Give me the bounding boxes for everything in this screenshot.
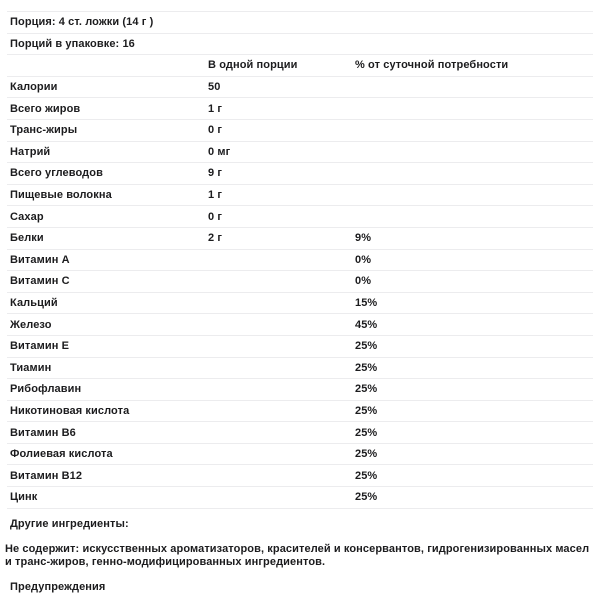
table-row: [7, 98, 593, 120]
nutrient-amount: 1 г: [208, 102, 223, 115]
nutrient-dv: 15%: [355, 297, 378, 310]
serving-size-row: [7, 12, 593, 34]
nutrient-dv: 0%: [355, 253, 372, 266]
nutrient-label: Железо: [10, 318, 52, 331]
nutrient-label: Никотиновая кислота: [10, 404, 130, 417]
nutrient-label: Транс-жиры: [10, 124, 78, 137]
table-row: [7, 271, 593, 293]
table-row: [7, 422, 593, 444]
nutrient-label: Цинк: [10, 491, 38, 504]
nutrient-dv: 25%: [355, 361, 378, 374]
nutrient-label: Витамин A: [10, 253, 70, 266]
table-row: [7, 487, 593, 509]
other-ingredients-label: Другие ингредиенты:: [10, 517, 129, 530]
table-row: [7, 465, 593, 487]
nutrient-dv: 25%: [355, 448, 378, 461]
nutrient-label: Фолиевая кислота: [10, 448, 113, 461]
nutrient-amount: 50: [208, 81, 221, 94]
amount-column-header: В одной порции: [208, 59, 298, 72]
nutrient-label: Калории: [10, 81, 58, 94]
table-row: [7, 77, 593, 99]
nutrient-amount: 2 г: [208, 232, 223, 245]
table-row: [7, 358, 593, 380]
nutrient-label: Всего углеводов: [10, 167, 103, 180]
nutrient-dv: 25%: [355, 383, 378, 396]
nutrient-label: Витамин B6: [10, 426, 76, 439]
servings-per-container-text: Порций в упаковке: 16: [10, 37, 135, 50]
nutrient-amount: 0 г: [208, 124, 223, 137]
table-row: [7, 206, 593, 228]
nutrient-amount: 0 г: [208, 210, 223, 223]
nutrient-amount: 0 мг: [208, 145, 231, 158]
table-row: [7, 163, 593, 185]
column-header-row: [7, 55, 593, 77]
nutrient-dv: 45%: [355, 318, 378, 331]
nutrient-label: Витамин E: [10, 340, 70, 353]
nutrient-label: Тиамин: [10, 361, 52, 374]
nutrient-amount: 1 г: [208, 189, 223, 202]
nutrient-label: Натрий: [10, 145, 51, 158]
nutrient-rows: [7, 77, 593, 509]
nutrient-label: Всего жиров: [10, 102, 81, 115]
servings-per-container-row: [7, 34, 593, 56]
nutrient-dv: 25%: [355, 340, 378, 353]
nutrient-label: Витамин C: [10, 275, 70, 288]
table-row: [7, 401, 593, 423]
nutrient-label: Сахар: [10, 210, 44, 223]
table-row: [7, 293, 593, 315]
table-row: [7, 444, 593, 466]
nutrient-label: Белки: [10, 232, 44, 245]
nutrient-label: Кальций: [10, 297, 58, 310]
nutrient-label: Рибофлавин: [10, 383, 82, 396]
nutrient-amount: 9 г: [208, 167, 223, 180]
table-row: [7, 314, 593, 336]
table-row: [7, 379, 593, 401]
dv-column-header: % от суточной потребности: [355, 59, 509, 72]
nutrient-label: Витамин B12: [10, 469, 83, 482]
nutrition-facts-panel: [0, 11, 600, 593]
table-row: [7, 250, 593, 272]
disclaimer-text: Не содержит: искусственных ароматизаторов, красителей и консервантов, гидрогенизированных масел и транс-жиров, генно-модифицированных ингредиентов.: [5, 542, 590, 568]
table-row: [7, 120, 593, 142]
nutrient-dv: 25%: [355, 426, 378, 439]
table-row: [7, 228, 593, 250]
nutrient-dv: 25%: [355, 491, 378, 504]
table-row: [7, 336, 593, 358]
nutrient-label: Пищевые волокна: [10, 189, 112, 202]
serving-size-text: Порция: 4 ст. ложки (14 г ): [10, 16, 154, 29]
nutrient-dv: 9%: [355, 232, 372, 245]
nutrition-facts-table: [7, 11, 593, 509]
warnings-label: Предупреждения: [10, 580, 106, 593]
nutrient-dv: 25%: [355, 404, 378, 417]
nutrient-dv: 25%: [355, 469, 378, 482]
table-row: [7, 185, 593, 207]
nutrient-dv: 0%: [355, 275, 372, 288]
table-row: [7, 142, 593, 164]
